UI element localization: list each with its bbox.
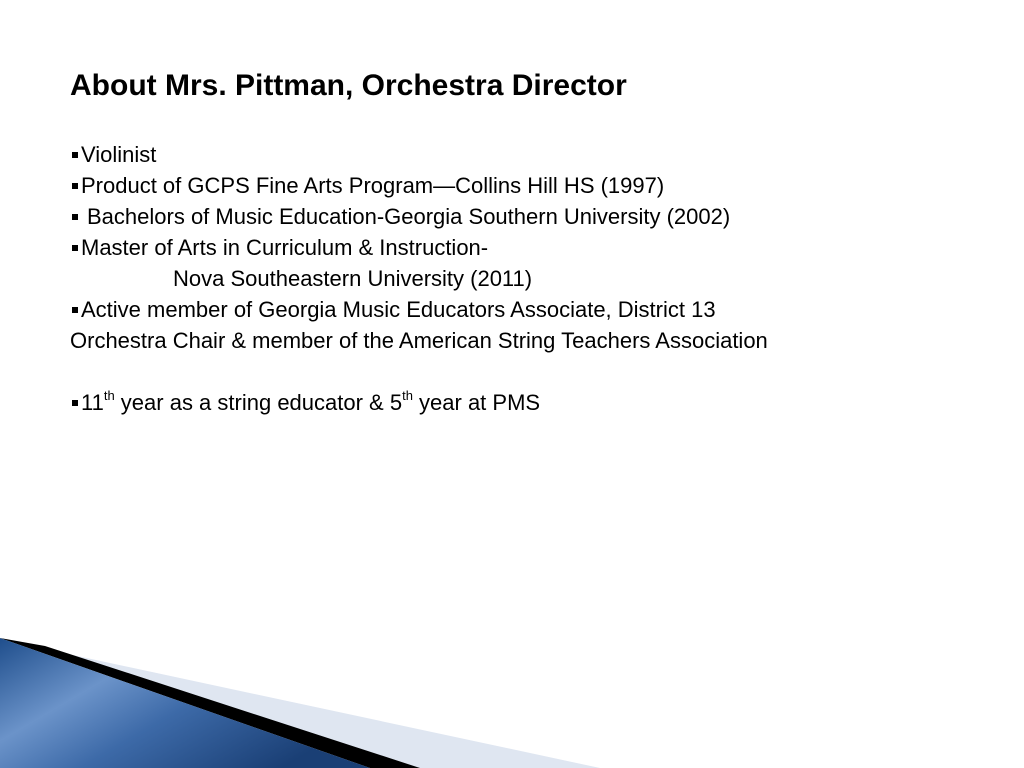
- years-number: 11: [81, 390, 104, 415]
- slide-title: About Mrs. Pittman, Orchestra Director: [70, 69, 627, 102]
- bullet-masters-continuation: [70, 263, 970, 294]
- bullet-text: Master of Arts in Curriculum & Instruction-: [81, 235, 489, 260]
- bullet-text: Orchestra Chair & member of the American String Teachers Association: [70, 328, 768, 353]
- bullet-text: Nova Southeastern University (2011): [173, 266, 533, 291]
- bullet-text: Bachelors of Music Education-Georgia Southern University (2002): [87, 204, 731, 229]
- footer-blue-band: [0, 638, 370, 768]
- square-bullet-icon: [72, 152, 78, 158]
- bullet-member: [70, 294, 970, 325]
- years-ordinal: th: [103, 387, 115, 403]
- pms-years-ordinal: th: [402, 387, 413, 403]
- square-bullet-icon: [72, 307, 78, 313]
- bullet-masters: [70, 232, 970, 263]
- pms-years-text: year at PMS: [412, 390, 541, 415]
- bullet-bachelors: [70, 201, 970, 232]
- pms-years-number: 5: [389, 390, 403, 415]
- bullet-text: Violinist: [81, 142, 157, 167]
- square-bullet-icon: [72, 214, 78, 220]
- square-bullet-icon: [72, 183, 78, 189]
- bullet-violinist: [70, 139, 970, 170]
- square-bullet-icon: [72, 245, 78, 251]
- bullet-product: [70, 170, 970, 201]
- bullet-member-continuation: [70, 325, 970, 356]
- spacer: [70, 356, 970, 387]
- slide-content: [70, 139, 970, 418]
- years-text: year as a string educator &: [114, 390, 390, 415]
- decorative-footer-band: [0, 638, 1024, 768]
- bullet-text: Product of GCPS Fine Arts Program—Collins Hill HS (1997): [81, 173, 665, 198]
- square-bullet-icon: [72, 400, 78, 406]
- bullet-text: Active member of Georgia Music Educators Associate, District 13: [81, 297, 716, 322]
- bullet-years: [70, 387, 970, 418]
